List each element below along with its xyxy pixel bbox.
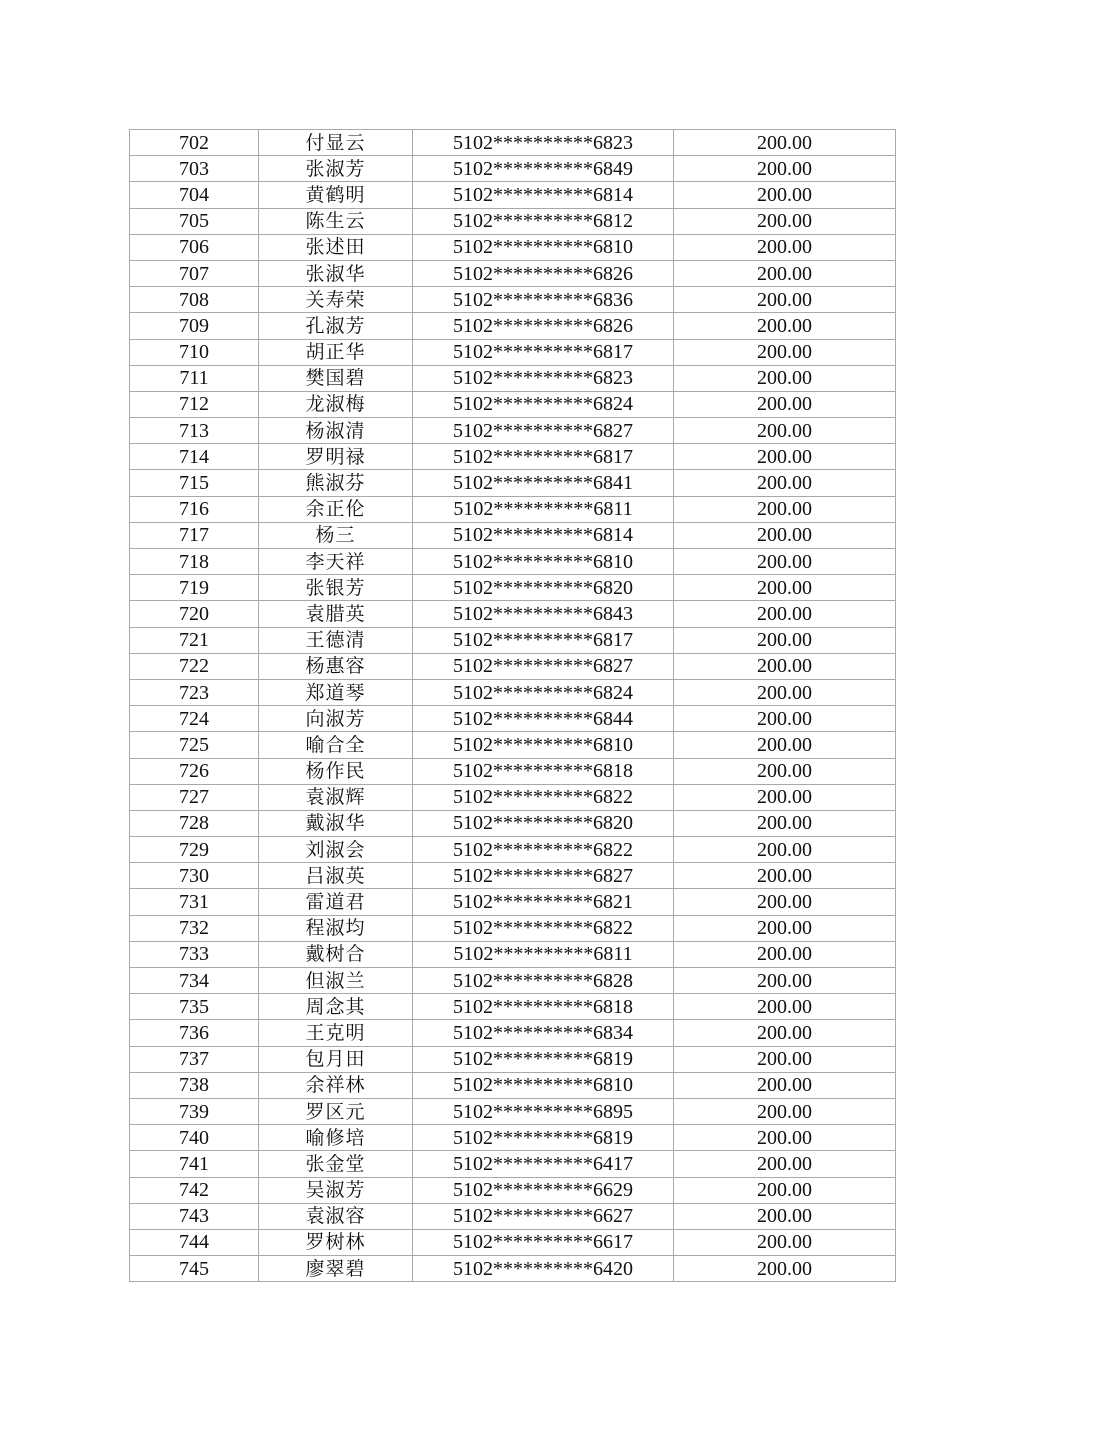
amount-cell: 200.00 xyxy=(674,679,896,705)
table-row xyxy=(130,706,896,732)
row-number-cell: 716 xyxy=(130,496,259,522)
table-row xyxy=(130,758,896,784)
row-number-cell: 702 xyxy=(130,130,259,156)
id-number-cell: 5102**********6817 xyxy=(413,627,674,653)
row-number-cell: 735 xyxy=(130,994,259,1020)
row-number-cell: 709 xyxy=(130,313,259,339)
name-cell: 但淑兰 xyxy=(259,968,413,994)
amount-cell: 200.00 xyxy=(674,260,896,286)
row-number-cell: 713 xyxy=(130,418,259,444)
row-number-cell: 738 xyxy=(130,1072,259,1098)
row-number-cell: 741 xyxy=(130,1151,259,1177)
table-row xyxy=(130,653,896,679)
amount-cell: 200.00 xyxy=(674,313,896,339)
amount-cell: 200.00 xyxy=(674,1072,896,1098)
amount-cell: 200.00 xyxy=(674,706,896,732)
id-number-cell: 5102**********6828 xyxy=(413,968,674,994)
amount-cell: 200.00 xyxy=(674,994,896,1020)
row-number-cell: 743 xyxy=(130,1203,259,1229)
row-number-cell: 740 xyxy=(130,1125,259,1151)
id-number-cell: 5102**********6812 xyxy=(413,208,674,234)
amount-cell: 200.00 xyxy=(674,339,896,365)
row-number-cell: 711 xyxy=(130,365,259,391)
id-number-cell: 5102**********6836 xyxy=(413,287,674,313)
amount-cell: 200.00 xyxy=(674,470,896,496)
id-number-cell: 5102**********6841 xyxy=(413,470,674,496)
table-row xyxy=(130,941,896,967)
table-row xyxy=(130,1203,896,1229)
name-cell: 罗区元 xyxy=(259,1098,413,1124)
amount-cell: 200.00 xyxy=(674,1125,896,1151)
id-number-cell: 5102**********6819 xyxy=(413,1046,674,1072)
row-number-cell: 703 xyxy=(130,156,259,182)
id-number-cell: 5102**********6819 xyxy=(413,1125,674,1151)
table-row xyxy=(130,627,896,653)
id-number-cell: 5102**********6827 xyxy=(413,418,674,444)
name-cell: 喻修培 xyxy=(259,1125,413,1151)
id-number-cell: 5102**********6823 xyxy=(413,130,674,156)
amount-cell: 200.00 xyxy=(674,208,896,234)
amount-cell: 200.00 xyxy=(674,418,896,444)
id-number-cell: 5102**********6810 xyxy=(413,732,674,758)
table-row xyxy=(130,522,896,548)
name-cell: 关寿荣 xyxy=(259,287,413,313)
id-number-cell: 5102**********6822 xyxy=(413,784,674,810)
row-number-cell: 717 xyxy=(130,522,259,548)
name-cell: 张淑华 xyxy=(259,260,413,286)
name-cell: 罗树林 xyxy=(259,1229,413,1255)
table-row xyxy=(130,810,896,836)
name-cell: 吕淑英 xyxy=(259,863,413,889)
name-cell: 余正伦 xyxy=(259,496,413,522)
table-row xyxy=(130,837,896,863)
name-cell: 胡正华 xyxy=(259,339,413,365)
name-cell: 程淑均 xyxy=(259,915,413,941)
name-cell: 雷道君 xyxy=(259,889,413,915)
name-cell: 杨作民 xyxy=(259,758,413,784)
amount-cell: 200.00 xyxy=(674,234,896,260)
row-number-cell: 728 xyxy=(130,810,259,836)
amount-cell: 200.00 xyxy=(674,1256,896,1282)
table-row xyxy=(130,1072,896,1098)
id-number-cell: 5102**********6817 xyxy=(413,339,674,365)
id-number-cell: 5102**********6844 xyxy=(413,706,674,732)
amount-cell: 200.00 xyxy=(674,837,896,863)
row-number-cell: 736 xyxy=(130,1020,259,1046)
amount-cell: 200.00 xyxy=(674,391,896,417)
row-number-cell: 720 xyxy=(130,601,259,627)
id-number-cell: 5102**********6810 xyxy=(413,549,674,575)
name-cell: 杨淑清 xyxy=(259,418,413,444)
name-cell: 孔淑芳 xyxy=(259,313,413,339)
row-number-cell: 707 xyxy=(130,260,259,286)
id-number-cell: 5102**********6826 xyxy=(413,260,674,286)
name-cell: 吴淑芳 xyxy=(259,1177,413,1203)
row-number-cell: 731 xyxy=(130,889,259,915)
amount-cell: 200.00 xyxy=(674,287,896,313)
row-number-cell: 733 xyxy=(130,941,259,967)
table-row xyxy=(130,208,896,234)
name-cell: 张述田 xyxy=(259,234,413,260)
table-row xyxy=(130,313,896,339)
table-row xyxy=(130,575,896,601)
table-body xyxy=(130,130,896,1282)
table-row xyxy=(130,365,896,391)
row-number-cell: 726 xyxy=(130,758,259,784)
name-cell: 樊国碧 xyxy=(259,365,413,391)
name-cell: 戴淑华 xyxy=(259,810,413,836)
amount-cell: 200.00 xyxy=(674,732,896,758)
id-number-cell: 5102**********6827 xyxy=(413,653,674,679)
amount-cell: 200.00 xyxy=(674,182,896,208)
table-row xyxy=(130,444,896,470)
name-cell: 杨惠容 xyxy=(259,653,413,679)
amount-cell: 200.00 xyxy=(674,863,896,889)
amount-cell: 200.00 xyxy=(674,968,896,994)
name-cell: 熊淑芬 xyxy=(259,470,413,496)
amount-cell: 200.00 xyxy=(674,444,896,470)
row-number-cell: 706 xyxy=(130,234,259,260)
name-cell: 罗明禄 xyxy=(259,444,413,470)
row-number-cell: 710 xyxy=(130,339,259,365)
name-cell: 张金堂 xyxy=(259,1151,413,1177)
table-row xyxy=(130,1046,896,1072)
row-number-cell: 730 xyxy=(130,863,259,889)
row-number-cell: 708 xyxy=(130,287,259,313)
id-number-cell: 5102**********6417 xyxy=(413,1151,674,1177)
table-row xyxy=(130,601,896,627)
row-number-cell: 705 xyxy=(130,208,259,234)
amount-cell: 200.00 xyxy=(674,889,896,915)
row-number-cell: 723 xyxy=(130,679,259,705)
amount-cell: 200.00 xyxy=(674,1098,896,1124)
name-cell: 杨三 xyxy=(259,522,413,548)
name-cell: 李天祥 xyxy=(259,549,413,575)
table-row xyxy=(130,915,896,941)
row-number-cell: 727 xyxy=(130,784,259,810)
row-number-cell: 721 xyxy=(130,627,259,653)
table-row xyxy=(130,1229,896,1255)
id-number-cell: 5102**********6843 xyxy=(413,601,674,627)
id-number-cell: 5102**********6629 xyxy=(413,1177,674,1203)
name-cell: 袁淑容 xyxy=(259,1203,413,1229)
table-row xyxy=(130,784,896,810)
row-number-cell: 744 xyxy=(130,1229,259,1255)
table-row xyxy=(130,549,896,575)
table-row xyxy=(130,470,896,496)
amount-cell: 200.00 xyxy=(674,575,896,601)
id-number-cell: 5102**********6817 xyxy=(413,444,674,470)
table-row xyxy=(130,994,896,1020)
amount-cell: 200.00 xyxy=(674,1229,896,1255)
id-number-cell: 5102**********6810 xyxy=(413,1072,674,1098)
amount-cell: 200.00 xyxy=(674,522,896,548)
table-row xyxy=(130,418,896,444)
amount-cell: 200.00 xyxy=(674,627,896,653)
row-number-cell: 722 xyxy=(130,653,259,679)
name-cell: 王德清 xyxy=(259,627,413,653)
amount-cell: 200.00 xyxy=(674,1046,896,1072)
name-cell: 周念其 xyxy=(259,994,413,1020)
table-row xyxy=(130,732,896,758)
amount-cell: 200.00 xyxy=(674,1151,896,1177)
row-number-cell: 725 xyxy=(130,732,259,758)
amount-cell: 200.00 xyxy=(674,1203,896,1229)
table-row xyxy=(130,863,896,889)
table-row xyxy=(130,391,896,417)
name-cell: 张银芳 xyxy=(259,575,413,601)
id-number-cell: 5102**********6420 xyxy=(413,1256,674,1282)
name-cell: 王克明 xyxy=(259,1020,413,1046)
row-number-cell: 718 xyxy=(130,549,259,575)
table-row xyxy=(130,260,896,286)
row-number-cell: 712 xyxy=(130,391,259,417)
name-cell: 廖翠碧 xyxy=(259,1256,413,1282)
row-number-cell: 704 xyxy=(130,182,259,208)
name-cell: 袁淑辉 xyxy=(259,784,413,810)
name-cell: 向淑芳 xyxy=(259,706,413,732)
amount-cell: 200.00 xyxy=(674,130,896,156)
amount-cell: 200.00 xyxy=(674,601,896,627)
id-number-cell: 5102**********6820 xyxy=(413,810,674,836)
row-number-cell: 745 xyxy=(130,1256,259,1282)
id-number-cell: 5102**********6824 xyxy=(413,391,674,417)
name-cell: 戴树合 xyxy=(259,941,413,967)
id-number-cell: 5102**********6895 xyxy=(413,1098,674,1124)
amount-cell: 200.00 xyxy=(674,496,896,522)
row-number-cell: 732 xyxy=(130,915,259,941)
table-row xyxy=(130,287,896,313)
row-number-cell: 742 xyxy=(130,1177,259,1203)
name-cell: 郑道琴 xyxy=(259,679,413,705)
id-number-cell: 5102**********6617 xyxy=(413,1229,674,1255)
id-number-cell: 5102**********6821 xyxy=(413,889,674,915)
row-number-cell: 737 xyxy=(130,1046,259,1072)
table-row xyxy=(130,1020,896,1046)
id-number-cell: 5102**********6810 xyxy=(413,234,674,260)
table-row xyxy=(130,156,896,182)
table-row xyxy=(130,1151,896,1177)
amount-cell: 200.00 xyxy=(674,784,896,810)
id-number-cell: 5102**********6827 xyxy=(413,863,674,889)
id-number-cell: 5102**********6834 xyxy=(413,1020,674,1046)
row-number-cell: 714 xyxy=(130,444,259,470)
id-number-cell: 5102**********6822 xyxy=(413,915,674,941)
amount-cell: 200.00 xyxy=(674,758,896,784)
name-cell: 包月田 xyxy=(259,1046,413,1072)
name-cell: 张淑芳 xyxy=(259,156,413,182)
id-number-cell: 5102**********6822 xyxy=(413,837,674,863)
row-number-cell: 715 xyxy=(130,470,259,496)
id-number-cell: 5102**********6627 xyxy=(413,1203,674,1229)
amount-cell: 200.00 xyxy=(674,653,896,679)
id-number-cell: 5102**********6814 xyxy=(413,182,674,208)
name-cell: 付显云 xyxy=(259,130,413,156)
table-row xyxy=(130,339,896,365)
id-number-cell: 5102**********6824 xyxy=(413,679,674,705)
name-cell: 喻合全 xyxy=(259,732,413,758)
id-number-cell: 5102**********6814 xyxy=(413,522,674,548)
table-row xyxy=(130,1125,896,1151)
table-row xyxy=(130,182,896,208)
row-number-cell: 734 xyxy=(130,968,259,994)
row-number-cell: 739 xyxy=(130,1098,259,1124)
amount-cell: 200.00 xyxy=(674,941,896,967)
id-number-cell: 5102**********6849 xyxy=(413,156,674,182)
name-cell: 刘淑会 xyxy=(259,837,413,863)
id-number-cell: 5102**********6823 xyxy=(413,365,674,391)
name-cell: 龙淑梅 xyxy=(259,391,413,417)
id-number-cell: 5102**********6818 xyxy=(413,758,674,784)
amount-cell: 200.00 xyxy=(674,1020,896,1046)
table-row xyxy=(130,496,896,522)
amount-cell: 200.00 xyxy=(674,810,896,836)
row-number-cell: 729 xyxy=(130,837,259,863)
id-number-cell: 5102**********6826 xyxy=(413,313,674,339)
row-number-cell: 719 xyxy=(130,575,259,601)
id-number-cell: 5102**********6820 xyxy=(413,575,674,601)
table-row xyxy=(130,889,896,915)
table-row xyxy=(130,1256,896,1282)
table-row xyxy=(130,968,896,994)
amount-cell: 200.00 xyxy=(674,549,896,575)
amount-cell: 200.00 xyxy=(674,365,896,391)
id-number-cell: 5102**********6811 xyxy=(413,941,674,967)
table-row xyxy=(130,1177,896,1203)
table-row xyxy=(130,234,896,260)
amount-cell: 200.00 xyxy=(674,915,896,941)
id-number-cell: 5102**********6818 xyxy=(413,994,674,1020)
name-cell: 陈生云 xyxy=(259,208,413,234)
table-row xyxy=(130,130,896,156)
id-number-cell: 5102**********6811 xyxy=(413,496,674,522)
table-row xyxy=(130,1098,896,1124)
name-cell: 余祥林 xyxy=(259,1072,413,1098)
table-row xyxy=(130,679,896,705)
amount-cell: 200.00 xyxy=(674,1177,896,1203)
name-cell: 黄鹤明 xyxy=(259,182,413,208)
name-cell: 袁腊英 xyxy=(259,601,413,627)
row-number-cell: 724 xyxy=(130,706,259,732)
amount-cell: 200.00 xyxy=(674,156,896,182)
data-table xyxy=(129,129,896,1282)
